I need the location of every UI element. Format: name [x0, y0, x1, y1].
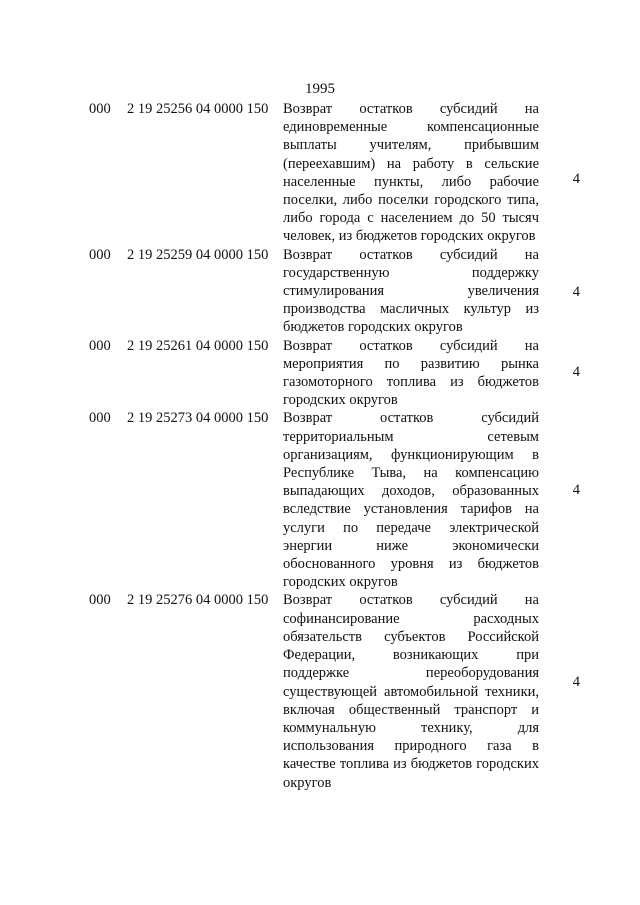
table-row [0, 246, 640, 337]
row-amount: 4 [572, 283, 580, 300]
admin-code: 000 [89, 410, 111, 427]
budget-classification-code: 2 19 25276 04 0000 150 [127, 592, 269, 609]
budget-classification-code: 2 19 25273 04 0000 150 [127, 410, 269, 427]
budget-classification-code: 2 19 25256 04 0000 150 [127, 101, 269, 117]
row-amount: 4 [572, 482, 580, 499]
row-description: Возврат остатков субсидий на единовременные компенсационные выплаты учителям, прибывшим (переехавшим) на работу в сельские населенные пункты, либо рабочие поселки, либо поселки городского типа, либо города с населением до 50 тысяч человек, из бюджетов городских округов [283, 101, 539, 245]
row-amount: 4 [572, 171, 580, 187]
row-amount: 4 [572, 363, 580, 380]
admin-code: 000 [89, 337, 111, 354]
row-description: Возврат остатков субсидий территориальным сетевым организациям, функционирующим в Республике Тыва, на компенсацию выпадающих доходов, образованных вследствие установления тарифов на услуги по передаче электрической энергии ниже экономически обоснованного уровня из бюджетов городских округов [283, 410, 539, 591]
admin-code: 000 [89, 592, 111, 609]
table-row [0, 591, 640, 791]
table-row [0, 100, 640, 246]
row-description: Возврат остатков субсидий на государственную поддержку стимулирования увеличения производства масличных культур из бюджетов городских округов [283, 246, 539, 336]
row-description: Возврат остатков субсидий на мероприятия по развитию рынка газомоторного топлива из бюджетов городских округов [283, 337, 539, 409]
table-row [0, 409, 640, 591]
budget-table [0, 100, 640, 792]
row-amount: 4 [572, 674, 580, 691]
budget-classification-code: 2 19 25259 04 0000 150 [127, 246, 269, 263]
admin-code: 000 [89, 101, 111, 117]
budget-classification-code: 2 19 25261 04 0000 150 [127, 337, 269, 354]
table-row [0, 337, 640, 410]
page-number: 1995 [305, 81, 335, 97]
row-description: Возврат остатков субсидий на софинансирование расходных обязательств субъектов Российской Федерации, возникающих при поддержке переоборудования существующей автомобильной техники, включая общественный транспорт и коммунальную технику, для использования природного газа в качестве топлива из бюджетов городских округов [283, 592, 539, 791]
admin-code: 000 [89, 246, 111, 263]
